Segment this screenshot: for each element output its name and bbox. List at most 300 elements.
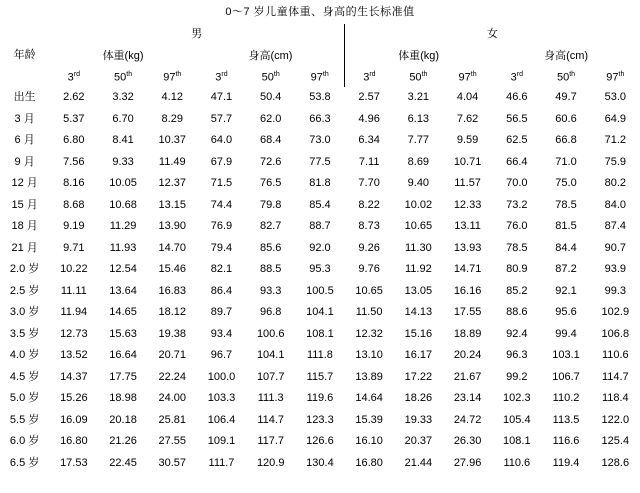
table-cell: 114.7 — [601, 370, 629, 383]
pct-suffix: th — [273, 70, 280, 78]
table-cell: 93.3 — [259, 284, 282, 297]
table-cell: 30.57 — [158, 456, 187, 469]
table-cell: 16.80 — [60, 435, 88, 448]
table-cell: 27.96 — [453, 456, 482, 469]
table-cell: 20.18 — [109, 413, 137, 426]
pct-value: 50 — [409, 71, 422, 84]
pct-value: 50 — [556, 71, 570, 84]
table-cell: 105.4 — [503, 413, 531, 426]
table-cell: 6.70 — [112, 112, 134, 125]
table-cell: 11.50 — [355, 306, 383, 319]
pct-suffix: rd — [516, 70, 523, 78]
percentile-header-f-h-50th — [541, 67, 590, 87]
table-cell: 25.81 — [158, 413, 187, 426]
table-cell: 71.5 — [210, 177, 233, 190]
table-cell: 88.7 — [309, 220, 331, 233]
pct-suffix: rd — [369, 70, 376, 78]
table-cell: 10.65 — [404, 220, 433, 233]
table-cell: 11.94 — [60, 306, 88, 319]
table-cell: 85.6 — [259, 241, 282, 254]
table-cell: 76.0 — [506, 220, 528, 233]
percentile-header-m-h-3rd — [197, 67, 246, 87]
pct-value: 3 — [510, 71, 517, 84]
table-cell: 8.16 — [63, 177, 85, 190]
table-cell: 64.0 — [210, 134, 233, 147]
table-cell: 93.9 — [604, 263, 627, 276]
table-cell: 108.1 — [503, 435, 531, 448]
pct-value: 3 — [67, 71, 74, 84]
table-cell: 14.71 — [453, 263, 482, 276]
table-cell: 70.0 — [506, 177, 528, 190]
table-cell: 49.7 — [555, 91, 577, 104]
table-cell: 24.00 — [158, 392, 187, 405]
table-cell: 13.90 — [158, 220, 187, 233]
table-cell: 10.68 — [109, 198, 137, 211]
pct-suffix: th — [175, 70, 182, 78]
measure-header-row — [0, 45, 640, 67]
table-cell: 86.4 — [210, 284, 233, 297]
table-cell: 8.22 — [358, 198, 380, 211]
table-cell: 99.4 — [555, 327, 577, 340]
table-row — [0, 216, 640, 238]
table-cell: 92.4 — [506, 327, 528, 340]
table-cell: 21.44 — [404, 456, 433, 469]
table-cell: 10.37 — [158, 134, 187, 147]
pct-suffix: th — [126, 70, 133, 78]
table-cell: 6.80 — [63, 134, 85, 147]
table-cell: 93.4 — [210, 327, 233, 340]
table-cell: 119.6 — [306, 392, 334, 405]
table-cell: 14.70 — [158, 241, 187, 254]
male-height-header: 身高(cm) — [197, 45, 345, 67]
table-cell: 111.3 — [257, 392, 284, 405]
table-cell: 62.0 — [259, 112, 282, 125]
table-cell: 19.38 — [158, 327, 187, 340]
table-cell: 13.15 — [158, 198, 187, 211]
pct-value: 97 — [163, 71, 176, 84]
table-cell: 130.4 — [306, 456, 334, 469]
table-cell: 81.5 — [555, 220, 577, 233]
table-cell: 26.30 — [453, 435, 482, 448]
table-cell: 10.05 — [109, 177, 137, 190]
table-cell: 95.6 — [555, 306, 577, 319]
table-cell: 75.9 — [604, 155, 627, 168]
table-cell: 75.0 — [555, 177, 577, 190]
table-cell: 10.71 — [453, 155, 482, 168]
table-cell: 22.45 — [109, 456, 137, 469]
row-age-label: 6.5 岁 — [9, 456, 40, 469]
table-cell: 13.10 — [355, 349, 383, 362]
table-row — [0, 87, 640, 109]
table-cell: 106.7 — [552, 370, 580, 383]
table-cell: 111.7 — [208, 456, 235, 469]
table-cell: 89.7 — [210, 306, 233, 319]
table-cell: 13.05 — [404, 284, 433, 297]
table-cell: 8.68 — [63, 198, 85, 211]
male-section-header: 男 — [49, 24, 344, 45]
pct-suffix: rd — [221, 70, 228, 78]
table-cell: 68.4 — [259, 134, 282, 147]
table-cell: 16.83 — [158, 284, 187, 297]
table-cell: 11.29 — [109, 220, 137, 233]
table-cell: 99.2 — [506, 370, 528, 383]
table-cell: 23.14 — [453, 392, 482, 405]
table-cell: 10.22 — [60, 263, 88, 276]
sex-header-row — [0, 24, 640, 45]
table-cell: 110.2 — [552, 392, 580, 405]
table-cell: 7.62 — [456, 112, 479, 125]
table-cell: 108.1 — [306, 327, 334, 340]
table-cell: 90.7 — [604, 241, 627, 254]
table-row — [0, 152, 640, 174]
row-age-label: 3 月 — [14, 112, 35, 125]
table-cell: 64.9 — [604, 112, 627, 125]
table-cell: 8.69 — [407, 155, 430, 168]
percentile-header-m-h-97th — [295, 67, 344, 87]
table-cell: 66.4 — [506, 155, 528, 168]
table-cell: 119.4 — [552, 456, 580, 469]
table-row — [0, 109, 640, 131]
table-cell: 4.04 — [456, 91, 479, 104]
percentile-header-f-h-97th — [591, 67, 640, 87]
table-row — [0, 431, 640, 453]
table-header — [0, 0, 640, 87]
row-age-label: 2.5 岁 — [9, 284, 40, 297]
table-cell: 67.9 — [210, 155, 233, 168]
table-cell: 92.0 — [309, 241, 331, 254]
row-age-label: 3.0 岁 — [9, 306, 40, 319]
table-cell: 81.8 — [309, 177, 331, 190]
table-cell: 106.8 — [601, 327, 630, 340]
table-cell: 96.3 — [506, 349, 528, 362]
table-cell: 110.6 — [503, 456, 531, 469]
table-cell: 11.92 — [405, 263, 432, 276]
table-cell: 100.5 — [306, 284, 334, 297]
row-age-label: 2.0 岁 — [9, 263, 40, 276]
table-row — [0, 173, 640, 195]
percentile-header-f-w-3rd — [345, 67, 394, 87]
table-row — [0, 410, 640, 432]
table-cell: 66.8 — [555, 134, 577, 147]
female-weight-header: 体重(kg) — [398, 49, 440, 62]
row-age-label: 出生 — [13, 91, 36, 104]
page-title: 0～7 岁儿童体重、身高的生长标准值 — [225, 5, 415, 18]
pct-suffix: th — [470, 70, 477, 78]
table-cell: 12.37 — [158, 177, 187, 190]
table-row — [0, 453, 640, 475]
table-cell: 116.6 — [552, 435, 580, 448]
table-cell: 104.1 — [306, 306, 334, 319]
table-cell: 17.75 — [109, 370, 137, 383]
table-cell: 4.12 — [161, 91, 183, 104]
table-cell: 8.41 — [112, 134, 134, 147]
table-cell: 88.5 — [259, 263, 282, 276]
table-cell: 7.56 — [63, 155, 85, 168]
table-cell: 17.53 — [60, 456, 88, 469]
table-cell: 96.8 — [259, 306, 282, 319]
table-cell: 20.24 — [453, 349, 482, 362]
table-cell: 84.0 — [604, 198, 627, 211]
table-cell: 95.3 — [309, 263, 331, 276]
table-cell: 3.21 — [407, 91, 430, 104]
table-cell: 78.5 — [555, 198, 577, 211]
table-cell: 125.4 — [601, 435, 630, 448]
table-cell: 96.7 — [210, 349, 233, 362]
table-cell: 80.2 — [604, 177, 627, 190]
table-cell: 84.4 — [555, 241, 577, 254]
table-cell: 74.4 — [210, 198, 233, 211]
pct-value: 97 — [310, 71, 323, 84]
table-cell: 27.55 — [158, 435, 187, 448]
pct-value: 3 — [363, 71, 370, 84]
table-cell: 12.32 — [355, 327, 383, 340]
table-cell: 73.2 — [506, 198, 528, 211]
table-cell: 79.4 — [210, 241, 233, 254]
row-age-label: 6.0 岁 — [9, 435, 40, 448]
table-cell: 102.3 — [503, 392, 531, 405]
percentile-header-row — [0, 67, 640, 87]
table-cell: 9.19 — [63, 220, 85, 233]
pct-value: 3 — [215, 71, 222, 84]
pct-value: 97 — [458, 71, 471, 84]
table-cell: 21.67 — [453, 370, 482, 383]
table-cell: 117.7 — [257, 435, 285, 448]
percentile-header-f-w-97th — [443, 67, 492, 87]
table-cell: 87.4 — [604, 220, 627, 233]
percentile-header-m-w-50th — [98, 67, 147, 87]
table-cell: 13.89 — [355, 370, 383, 383]
female-section-header: 女 — [487, 28, 499, 40]
table-cell: 24.72 — [453, 413, 482, 426]
table-cell: 8.73 — [358, 220, 380, 233]
table-cell: 12.54 — [109, 263, 137, 276]
table-row — [0, 388, 640, 410]
table-cell: 71.2 — [604, 134, 627, 147]
table-body — [0, 87, 640, 474]
pct-suffix: th — [618, 70, 625, 78]
table-cell: 80.9 — [506, 263, 528, 276]
table-cell: 88.6 — [506, 306, 528, 319]
table-cell: 46.6 — [506, 91, 528, 104]
table-cell: 11.49 — [158, 155, 186, 168]
table-cell: 18.12 — [158, 306, 187, 319]
row-age-label: 6 月 — [14, 134, 35, 147]
table-row — [0, 324, 640, 346]
table-cell: 3.32 — [112, 91, 134, 104]
table-cell: 11.11 — [60, 284, 87, 297]
table-cell: 110.6 — [601, 349, 629, 362]
table-cell: 85.2 — [506, 284, 528, 297]
table-cell: 103.3 — [207, 392, 236, 405]
table-cell: 99.3 — [604, 284, 627, 297]
pct-suffix: th — [421, 70, 428, 78]
row-age-label: 3.5 岁 — [9, 327, 40, 340]
table-cell: 16.17 — [404, 349, 433, 362]
table-cell: 14.37 — [60, 370, 88, 383]
table-row — [0, 195, 640, 217]
table-cell: 14.13 — [404, 306, 433, 319]
table-cell: 16.09 — [60, 413, 88, 426]
table-cell: 9.26 — [358, 241, 380, 254]
pct-value: 50 — [114, 71, 127, 84]
table-cell: 20.37 — [404, 435, 433, 448]
table-cell: 126.6 — [306, 435, 334, 448]
table-cell: 6.13 — [407, 112, 430, 125]
table-cell: 22.24 — [158, 370, 187, 383]
row-age-label: 15 月 — [11, 198, 38, 211]
table-cell: 18.26 — [404, 392, 433, 405]
table-row — [0, 367, 640, 389]
table-cell: 50.4 — [259, 91, 282, 104]
pct-suffix: th — [322, 70, 329, 78]
table-cell: 14.65 — [109, 306, 137, 319]
percentile-header-m-w-3rd — [49, 67, 98, 87]
table-cell: 106.4 — [207, 413, 236, 426]
table-cell: 13.93 — [453, 241, 482, 254]
female-height-header: 身高(cm) — [544, 49, 589, 62]
table-cell: 62.5 — [506, 134, 528, 147]
table-cell: 7.77 — [407, 134, 430, 147]
table-cell: 79.8 — [259, 198, 282, 211]
pct-value: 50 — [261, 71, 274, 84]
table-cell: 21.26 — [109, 435, 137, 448]
table-cell: 18.98 — [109, 392, 137, 405]
table-cell: 114.7 — [257, 413, 285, 426]
table-cell: 9.71 — [63, 241, 85, 254]
table-cell: 11.93 — [109, 241, 137, 254]
table-cell: 16.10 — [355, 435, 383, 448]
table-cell: 13.52 — [60, 349, 88, 362]
table-cell: 115.7 — [306, 370, 334, 383]
table-cell: 82.1 — [210, 263, 233, 276]
table-cell: 76.9 — [210, 220, 233, 233]
table-cell: 2.62 — [63, 91, 85, 104]
table-cell: 7.11 — [358, 155, 380, 168]
table-cell: 72.6 — [259, 155, 282, 168]
age-column-header: 年龄 — [13, 49, 36, 61]
table-cell: 47.1 — [210, 91, 233, 104]
row-age-label: 4.5 岁 — [9, 370, 40, 383]
table-cell: 120.9 — [256, 456, 285, 469]
table-cell: 15.63 — [109, 327, 137, 340]
percentile-header-f-w-50th — [394, 67, 443, 87]
row-age-label: 5.5 岁 — [9, 413, 40, 426]
table-cell: 104.1 — [256, 349, 285, 362]
table-cell: 122.0 — [601, 413, 630, 426]
row-age-label: 12 月 — [11, 177, 38, 190]
table-cell: 15.39 — [355, 413, 383, 426]
table-cell: 102.9 — [601, 306, 630, 319]
table-cell: 109.1 — [207, 435, 236, 448]
table-cell: 76.5 — [259, 177, 282, 190]
table-row — [0, 302, 640, 324]
table-cell: 77.5 — [309, 155, 331, 168]
table-cell: 16.16 — [453, 284, 482, 297]
table-cell: 92.1 — [555, 284, 577, 297]
table-cell: 9.40 — [407, 177, 430, 190]
table-cell: 17.55 — [453, 306, 482, 319]
table-cell: 73.0 — [309, 134, 331, 147]
percentile-header-m-h-50th — [246, 67, 295, 87]
percentile-header-f-h-3rd — [492, 67, 541, 87]
row-age-label: 18 月 — [11, 220, 38, 233]
table-cell: 107.7 — [256, 370, 285, 383]
table-cell: 113.5 — [552, 413, 580, 426]
table-cell: 6.34 — [358, 134, 380, 147]
table-cell: 60.6 — [555, 112, 577, 125]
table-cell: 5.37 — [63, 112, 85, 125]
table-cell: 85.4 — [309, 198, 331, 211]
table-cell: 12.33 — [453, 198, 482, 211]
table-row — [0, 238, 640, 260]
table-cell: 15.46 — [158, 263, 187, 276]
table-cell: 82.7 — [259, 220, 282, 233]
table-cell: 14.64 — [355, 392, 383, 405]
row-age-label: 9 月 — [14, 155, 35, 168]
table-cell: 56.5 — [506, 112, 528, 125]
table-cell: 53.8 — [309, 91, 331, 104]
table-cell: 12.73 — [60, 327, 88, 340]
table-cell: 9.33 — [112, 155, 134, 168]
table-cell: 100.6 — [256, 327, 285, 340]
table-cell: 118.4 — [601, 392, 629, 405]
male-weight-header: 体重(kg) — [102, 49, 144, 62]
table-cell: 15.16 — [404, 327, 433, 340]
table-cell: 17.22 — [404, 370, 433, 383]
table-cell: 71.0 — [555, 155, 577, 168]
table-cell: 123.3 — [306, 413, 334, 426]
row-age-label: 4.0 岁 — [9, 349, 40, 362]
table-cell: 13.11 — [454, 220, 481, 233]
table-cell: 111.8 — [306, 349, 333, 362]
table-cell: 128.6 — [601, 456, 630, 469]
table-cell: 15.26 — [60, 392, 88, 405]
table-cell: 19.33 — [404, 413, 433, 426]
table-cell: 9.59 — [456, 134, 479, 147]
table-cell: 53.0 — [604, 91, 627, 104]
percentile-header-m-w-97th — [148, 67, 197, 87]
table-row — [0, 281, 640, 303]
table-cell: 100.0 — [207, 370, 236, 383]
table-row — [0, 259, 640, 281]
table-cell: 78.5 — [506, 241, 528, 254]
table-cell: 66.3 — [309, 112, 331, 125]
table-cell: 10.65 — [355, 284, 383, 297]
pct-value: 97 — [606, 71, 619, 84]
table-cell: 16.64 — [109, 349, 137, 362]
table-cell: 87.2 — [555, 263, 577, 276]
table-cell: 9.76 — [358, 263, 380, 276]
table-cell: 57.7 — [210, 112, 233, 125]
table-cell: 11.30 — [405, 241, 432, 254]
table-cell: 4.96 — [358, 112, 380, 125]
row-age-label: 5.0 岁 — [9, 392, 40, 405]
table-cell: 18.89 — [453, 327, 482, 340]
table-row — [0, 345, 640, 367]
table-cell: 7.70 — [358, 177, 380, 190]
row-age-label: 21 月 — [11, 241, 38, 254]
table-cell: 11.57 — [454, 177, 481, 190]
table-cell: 103.1 — [552, 349, 580, 362]
table-cell: 16.80 — [355, 456, 383, 469]
pct-suffix: rd — [73, 70, 80, 78]
pct-suffix: th — [569, 70, 576, 78]
table-cell: 8.29 — [161, 112, 183, 125]
table-cell: 10.02 — [404, 198, 433, 211]
table-cell: 13.64 — [109, 284, 137, 297]
title-row — [0, 0, 640, 24]
table-cell: 20.71 — [158, 349, 187, 362]
